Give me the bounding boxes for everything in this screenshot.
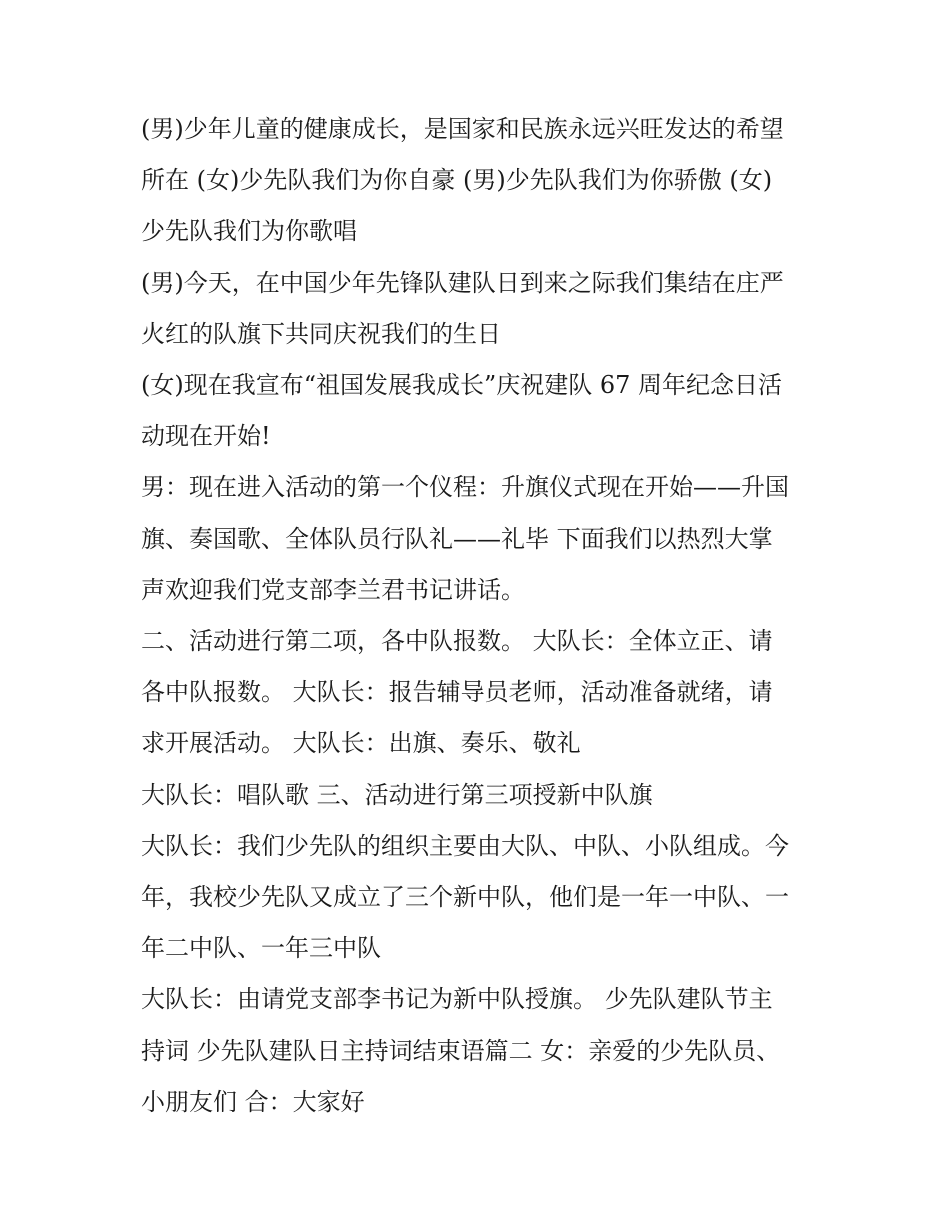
paragraph-flag-award: 大队长：由请党支部李书记为新中队授旗。 少先队建队节主 持词 少先队建队日主持词结束语篇二 女：亲爱的少先队员、 小朋友们 合：大家好 — [141, 985, 781, 1116]
paragraph-today: (男)今天，在中国少年先锋队建队日到来之际我们集结在庄严 火红的队旗下共同庆祝我们的生日 — [141, 268, 784, 348]
document-body — [141, 104, 813, 1128]
paragraph-roll-call: 二、活动进行第二项，各中队报数。 大队长：全体立正、请 各中队报数。 大队长：报告辅导员老师，活动准备就绪，请 求开展活动。 大队长：出旗、奏乐、敬礼 — [141, 627, 773, 758]
paragraph-team-song: 大队长：唱队歌 三、活动进行第三项授新中队旗 — [141, 780, 653, 809]
paragraph-new-squads: 大队长：我们少先队的组织主要由大队、中队、小队组成。今 年，我校少先队又成立了三个新中队，他们是一年一中队、一 年二中队、一年三中队 — [141, 831, 789, 963]
paragraph-opening: (男)少年儿童的健康成长，是国家和民族永远兴旺发达的希望 所在 (女)少先队我们为你自豪 (男)少先队我们为你骄傲 (女) 少先队我们为你歌唱 — [141, 115, 784, 246]
paragraph-announcement: (女)现在我宣布“祖国发展我成长”庆祝建队 67 周年纪念日活 动现在开始! — [141, 371, 783, 451]
paragraph-flag-ceremony: 男：现在进入活动的第一个仪程：升旗仪式现在开始——升国 旗、奏国歌、全体队员行队礼——礼毕 下面我们以热烈大掌 声欢迎我们党支部李兰君书记讲话。 — [141, 473, 789, 604]
